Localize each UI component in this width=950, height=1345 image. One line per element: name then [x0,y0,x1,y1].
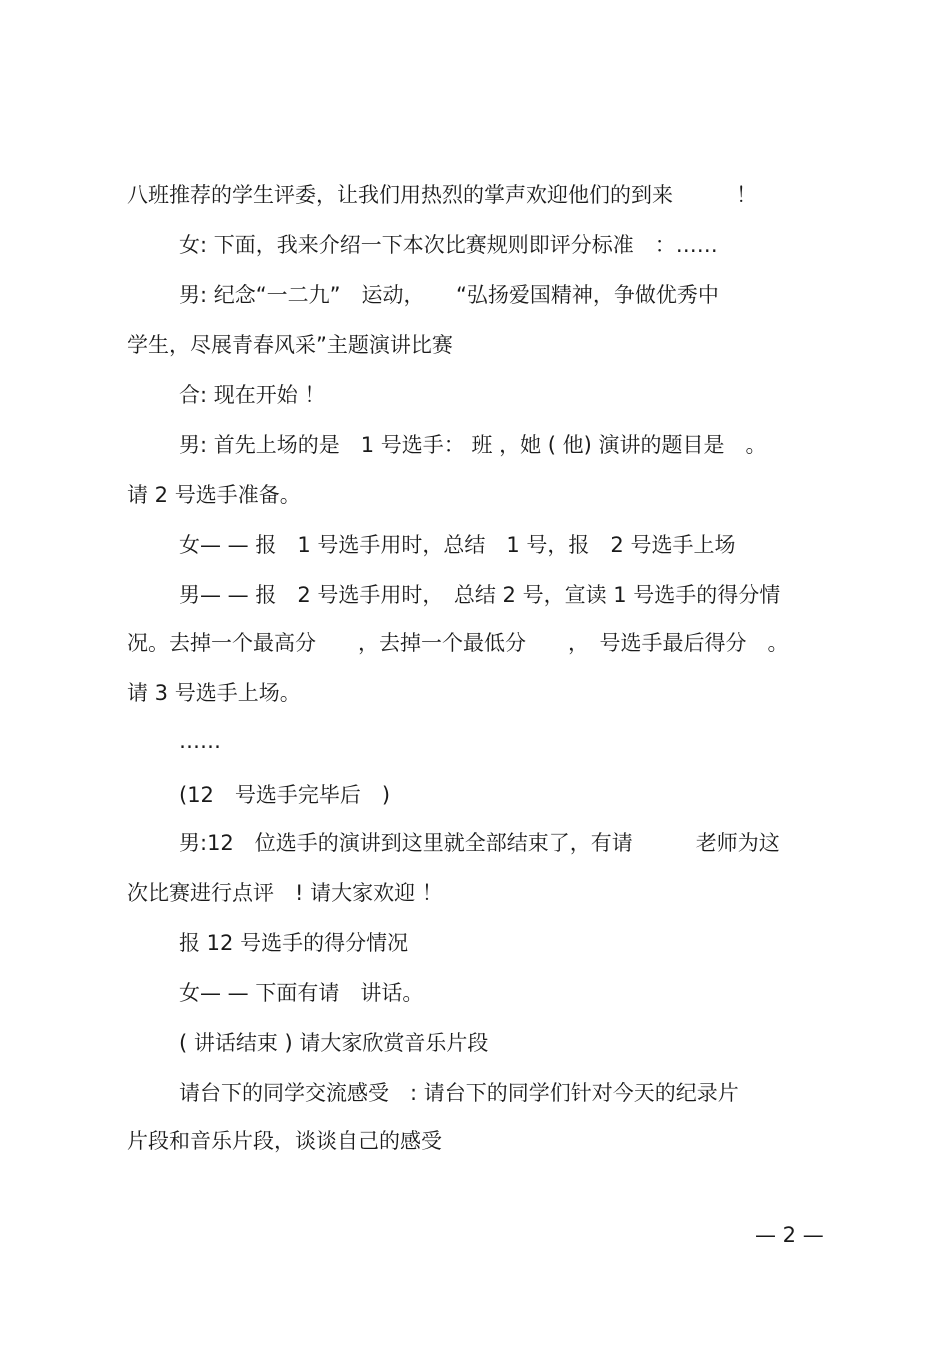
paragraph-line: 请台下的同学交流感受 : 请台下的同学们针对今天的纪录片 [179,1081,739,1105]
paragraph-line: 女— — 下面有请 讲话。 [179,981,424,1005]
paragraph-line: 况。去掉一个最高分 ，去掉一个最低分 ， 号选手最后得分 。 [127,631,789,655]
page-number: — 2 — [755,1223,824,1247]
paragraph-line: 学生，尽展青春风采”主题演讲比赛 [127,333,453,357]
paragraph-line: 女: 下面，我来介绍一下本次比赛规则即评分标准 ：…… [179,233,718,257]
paragraph-line: 合: 现在开始 ！ [179,383,326,407]
paragraph-line: (12 号选手完毕后 ) [179,783,391,807]
paragraph-line: 男: 纪念“一二九” 运动， “弘扬爱国精神，争做优秀中 [179,283,719,307]
paragraph-line: 请 3 号选手上场。 [127,681,301,705]
paragraph-line: ( 讲话结束 ) 请大家欣赏音乐片段 [179,1031,489,1055]
paragraph-line: 八班推荐的学生评委，让我们用热烈的掌声欢迎他们的到来 ！ [127,183,757,207]
paragraph-line: 男: 首先上场的是 1 号选手： 班 ，她 ( 他) 演讲的题目是 。 [179,433,767,457]
paragraph-line: 请 2 号选手准备。 [127,483,301,507]
paragraph-line: 报 12 号选手的得分情况 [179,931,409,955]
paragraph-line: 次比赛进行点评 ! 请大家欢迎 ！ [127,881,443,905]
paragraph-line: …… [179,729,221,753]
paragraph-line: 女— — 报 1 号选手用时，总结 1 号，报 2 号选手上场 [179,533,736,557]
paragraph-line: 片段和音乐片段，谈谈自己的感受 [127,1129,442,1153]
paragraph-line: 男— — 报 2 号选手用时， 总结 2 号，宣读 1 号选手的得分情 [179,583,781,607]
paragraph-line: 男:12 位选手的演讲到这里就全部结束了，有请 老师为这 [179,831,780,855]
